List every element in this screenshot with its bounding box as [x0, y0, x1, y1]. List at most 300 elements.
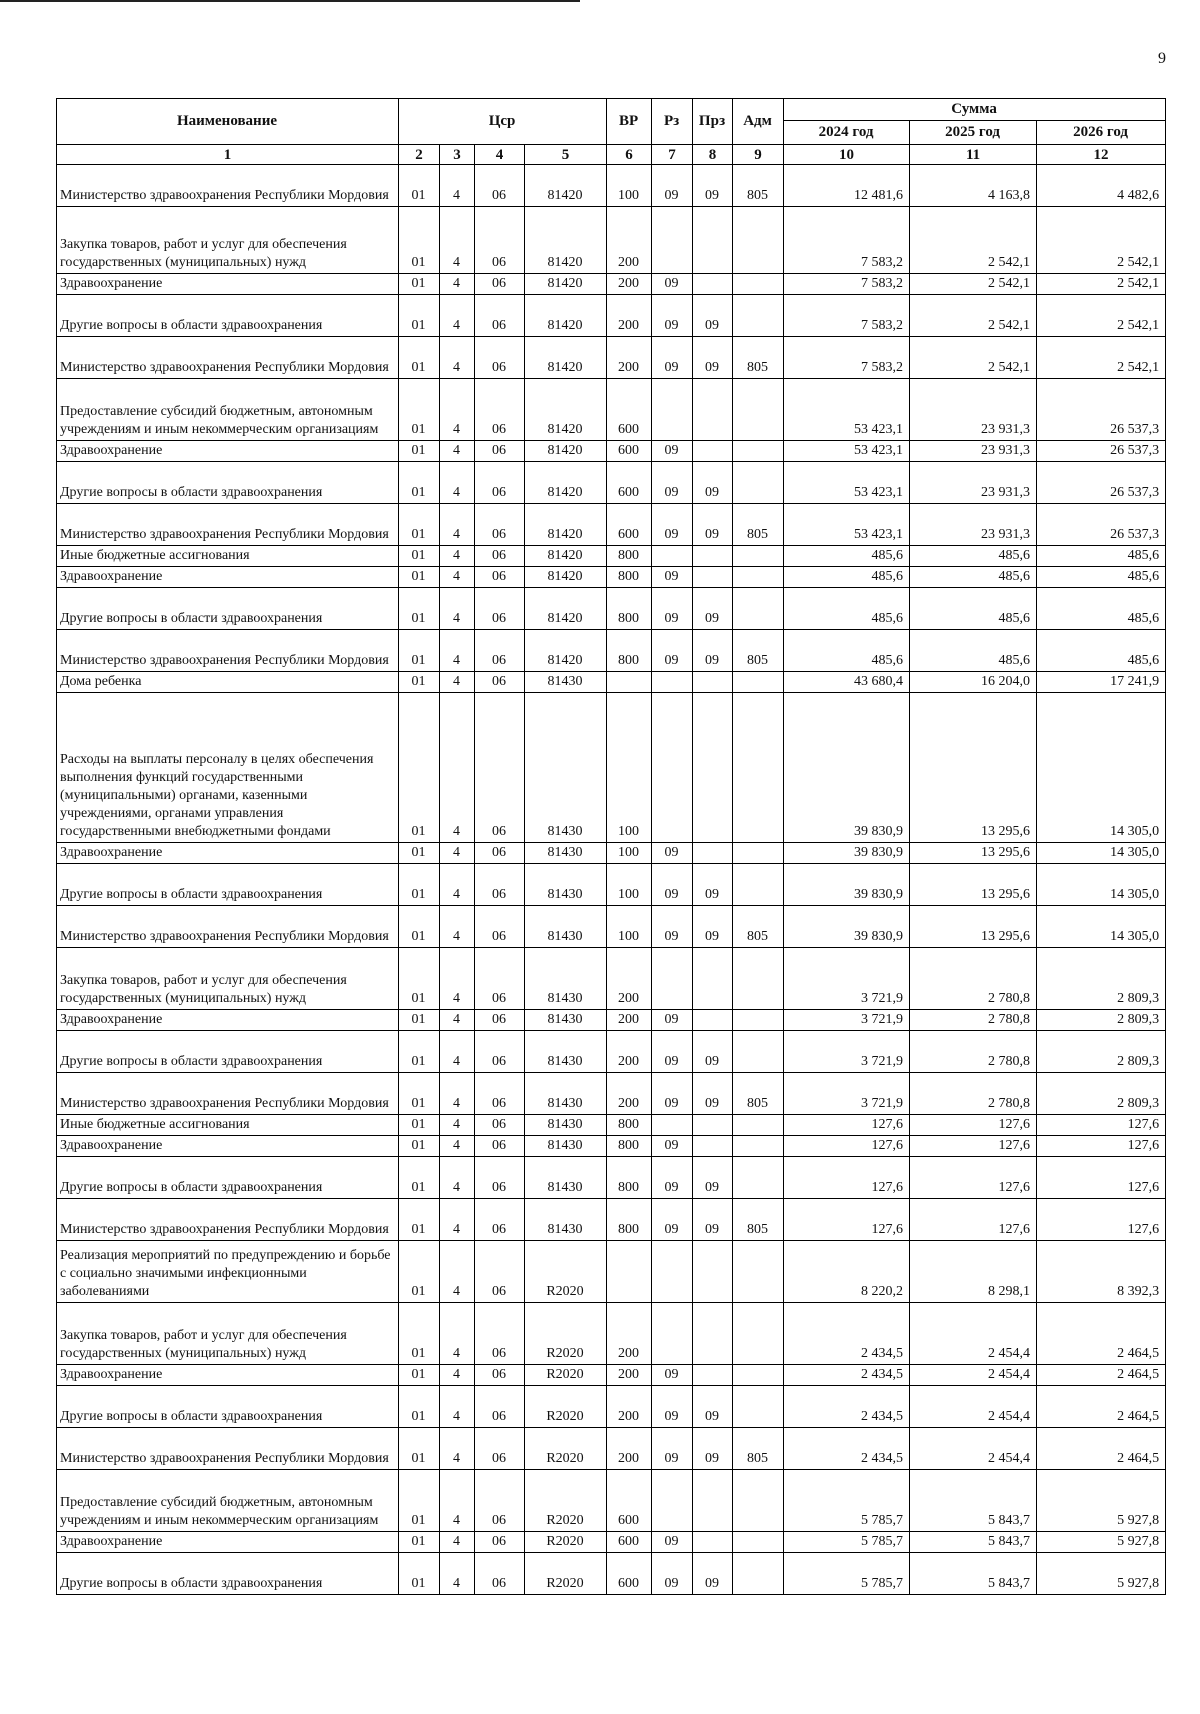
row-amount-2025: 5 843,7	[910, 1532, 1037, 1553]
row-csr-subprogram: 06	[475, 379, 525, 441]
row-adm	[733, 1115, 784, 1136]
row-rz	[652, 1241, 693, 1303]
row-csr-program: 01	[399, 1365, 440, 1386]
row-name: Другие вопросы в области здравоохранения	[57, 1553, 399, 1595]
table-row	[57, 1470, 1166, 1532]
header-year-2024: 2024 год	[784, 121, 910, 145]
row-adm: 805	[733, 504, 784, 546]
row-csr-direction: 81420	[525, 165, 607, 207]
row-name: Закупка товаров, работ и услуг для обеспечения государственных (муниципальных) нужд	[57, 207, 399, 274]
row-amount-2026: 14 305,0	[1037, 864, 1166, 906]
row-csr-direction: 81420	[525, 588, 607, 630]
row-csr-subprogram: 06	[475, 1199, 525, 1241]
row-name: Здравоохранение	[57, 843, 399, 864]
row-vr: 600	[607, 462, 652, 504]
row-vr: 100	[607, 843, 652, 864]
row-csr-program: 01	[399, 1470, 440, 1532]
table-row	[57, 546, 1166, 567]
row-name: Здравоохранение	[57, 274, 399, 295]
row-csr-subprogram: 06	[475, 693, 525, 843]
table-row	[57, 1553, 1166, 1595]
row-csr-program: 01	[399, 379, 440, 441]
table-row	[57, 1010, 1166, 1031]
row-amount-2025: 2 780,8	[910, 1073, 1037, 1115]
row-amount-2026: 14 305,0	[1037, 906, 1166, 948]
row-rz: 09	[652, 1365, 693, 1386]
row-amount-2024: 53 423,1	[784, 441, 910, 462]
row-csr-direction: R2020	[525, 1386, 607, 1428]
row-csr-type: 4	[440, 504, 475, 546]
row-amount-2024: 485,6	[784, 546, 910, 567]
row-amount-2024: 2 434,5	[784, 1365, 910, 1386]
row-amount-2026: 2 542,1	[1037, 274, 1166, 295]
row-adm: 805	[733, 1073, 784, 1115]
row-rz: 09	[652, 1073, 693, 1115]
row-vr: 200	[607, 274, 652, 295]
row-vr: 100	[607, 693, 652, 843]
row-adm	[733, 546, 784, 567]
row-csr-program: 01	[399, 165, 440, 207]
row-rz: 09	[652, 567, 693, 588]
row-amount-2024: 7 583,2	[784, 207, 910, 274]
row-vr	[607, 1241, 652, 1303]
row-adm	[733, 295, 784, 337]
row-csr-subprogram: 06	[475, 588, 525, 630]
row-name: Здравоохранение	[57, 441, 399, 462]
row-csr-direction: 81430	[525, 1115, 607, 1136]
table-row	[57, 1157, 1166, 1199]
row-csr-subprogram: 06	[475, 1241, 525, 1303]
row-amount-2026: 26 537,3	[1037, 441, 1166, 462]
row-prz: 09	[693, 588, 733, 630]
row-amount-2025: 2 542,1	[910, 337, 1037, 379]
row-rz: 09	[652, 864, 693, 906]
row-amount-2025: 2 780,8	[910, 1031, 1037, 1073]
row-csr-type: 4	[440, 1031, 475, 1073]
row-amount-2026: 2 809,3	[1037, 948, 1166, 1010]
row-vr: 200	[607, 295, 652, 337]
column-numbers-row	[57, 145, 1166, 165]
row-amount-2024: 5 785,7	[784, 1532, 910, 1553]
row-csr-direction: 81430	[525, 1157, 607, 1199]
table-row	[57, 1241, 1166, 1303]
row-amount-2026: 485,6	[1037, 546, 1166, 567]
row-csr-program: 01	[399, 295, 440, 337]
row-csr-subprogram: 06	[475, 948, 525, 1010]
row-csr-program: 01	[399, 1303, 440, 1365]
row-rz: 09	[652, 337, 693, 379]
row-amount-2025: 2 780,8	[910, 1010, 1037, 1031]
row-adm	[733, 1031, 784, 1073]
row-csr-direction: 81430	[525, 843, 607, 864]
row-prz	[693, 1241, 733, 1303]
row-csr-direction: 81430	[525, 1031, 607, 1073]
row-amount-2026: 2 464,5	[1037, 1303, 1166, 1365]
row-csr-direction: R2020	[525, 1532, 607, 1553]
row-vr: 800	[607, 588, 652, 630]
row-amount-2026: 4 482,6	[1037, 165, 1166, 207]
row-csr-type: 4	[440, 1199, 475, 1241]
row-csr-type: 4	[440, 1010, 475, 1031]
column-number: 11	[910, 145, 1037, 165]
row-prz	[693, 1470, 733, 1532]
row-adm	[733, 567, 784, 588]
row-amount-2026: 127,6	[1037, 1199, 1166, 1241]
column-number: 1	[57, 145, 399, 165]
row-amount-2025: 23 931,3	[910, 462, 1037, 504]
row-vr: 800	[607, 1115, 652, 1136]
row-csr-type: 4	[440, 1157, 475, 1199]
table-row	[57, 441, 1166, 462]
row-amount-2024: 7 583,2	[784, 274, 910, 295]
row-csr-type: 4	[440, 843, 475, 864]
row-amount-2026: 5 927,8	[1037, 1532, 1166, 1553]
row-prz: 09	[693, 1553, 733, 1595]
row-adm	[733, 864, 784, 906]
row-amount-2024: 8 220,2	[784, 1241, 910, 1303]
row-amount-2025: 127,6	[910, 1136, 1037, 1157]
row-amount-2026: 26 537,3	[1037, 504, 1166, 546]
row-vr: 100	[607, 864, 652, 906]
row-csr-direction: 81420	[525, 504, 607, 546]
table-row	[57, 906, 1166, 948]
row-amount-2024: 43 680,4	[784, 672, 910, 693]
row-rz	[652, 672, 693, 693]
row-name: Министерство здравоохранения Республики Мордовия	[57, 906, 399, 948]
row-name: Министерство здравоохранения Республики Мордовия	[57, 165, 399, 207]
row-prz: 09	[693, 337, 733, 379]
row-amount-2025: 4 163,8	[910, 165, 1037, 207]
row-csr-type: 4	[440, 1241, 475, 1303]
row-vr: 200	[607, 1073, 652, 1115]
row-amount-2026: 26 537,3	[1037, 379, 1166, 441]
row-csr-direction: 81430	[525, 864, 607, 906]
row-amount-2025: 16 204,0	[910, 672, 1037, 693]
row-vr: 200	[607, 207, 652, 274]
row-rz: 09	[652, 1428, 693, 1470]
row-rz: 09	[652, 1532, 693, 1553]
row-csr-type: 4	[440, 379, 475, 441]
row-adm: 805	[733, 630, 784, 672]
row-csr-program: 01	[399, 843, 440, 864]
row-csr-program: 01	[399, 1199, 440, 1241]
row-name: Здравоохранение	[57, 567, 399, 588]
table-row	[57, 1532, 1166, 1553]
row-prz: 09	[693, 1073, 733, 1115]
row-amount-2025: 23 931,3	[910, 441, 1037, 462]
row-name: Другие вопросы в области здравоохранения	[57, 588, 399, 630]
row-csr-program: 01	[399, 1386, 440, 1428]
budget-table	[56, 98, 1166, 1595]
row-name: Иные бюджетные ассигнования	[57, 546, 399, 567]
table-row	[57, 588, 1166, 630]
header-year-2026: 2026 год	[1037, 121, 1166, 145]
row-amount-2026: 127,6	[1037, 1136, 1166, 1157]
row-name: Расходы на выплаты персоналу в целях обеспечения выполнения функций государственными (муниципальными) органами, казенными учреждениями, органами управления государственными внебюджетными фондами	[57, 693, 399, 843]
row-amount-2026: 2 542,1	[1037, 295, 1166, 337]
row-adm	[733, 462, 784, 504]
row-csr-program: 01	[399, 1031, 440, 1073]
row-csr-type: 4	[440, 948, 475, 1010]
row-vr: 200	[607, 1031, 652, 1073]
row-prz: 09	[693, 165, 733, 207]
row-csr-direction: 81430	[525, 672, 607, 693]
row-prz	[693, 546, 733, 567]
row-amount-2024: 7 583,2	[784, 295, 910, 337]
row-amount-2024: 127,6	[784, 1136, 910, 1157]
row-csr-direction: 81420	[525, 207, 607, 274]
row-vr: 600	[607, 1470, 652, 1532]
table-row	[57, 1115, 1166, 1136]
row-csr-program: 01	[399, 504, 440, 546]
row-rz	[652, 1303, 693, 1365]
table-row	[57, 1365, 1166, 1386]
row-csr-program: 01	[399, 337, 440, 379]
row-vr: 200	[607, 1010, 652, 1031]
row-rz: 09	[652, 588, 693, 630]
row-name: Дома ребенка	[57, 672, 399, 693]
row-csr-direction: R2020	[525, 1303, 607, 1365]
header-adm: Адм	[733, 99, 784, 145]
row-csr-type: 4	[440, 546, 475, 567]
row-adm	[733, 1010, 784, 1031]
row-csr-subprogram: 06	[475, 843, 525, 864]
row-adm: 805	[733, 906, 784, 948]
row-csr-type: 4	[440, 295, 475, 337]
row-vr: 800	[607, 1199, 652, 1241]
table-row	[57, 274, 1166, 295]
row-amount-2025: 5 843,7	[910, 1470, 1037, 1532]
row-csr-type: 4	[440, 337, 475, 379]
row-csr-direction: 81430	[525, 693, 607, 843]
row-csr-subprogram: 06	[475, 864, 525, 906]
row-csr-program: 01	[399, 441, 440, 462]
budget-table-container	[56, 98, 1165, 1595]
header-csr: Цср	[399, 99, 607, 145]
row-csr-subprogram: 06	[475, 337, 525, 379]
row-amount-2026: 17 241,9	[1037, 672, 1166, 693]
row-prz	[693, 207, 733, 274]
row-amount-2025: 13 295,6	[910, 906, 1037, 948]
row-csr-program: 01	[399, 546, 440, 567]
row-csr-program: 01	[399, 672, 440, 693]
row-amount-2024: 3 721,9	[784, 1031, 910, 1073]
row-amount-2024: 485,6	[784, 588, 910, 630]
column-number: 2	[399, 145, 440, 165]
row-rz: 09	[652, 1199, 693, 1241]
row-amount-2024: 39 830,9	[784, 864, 910, 906]
row-amount-2024: 5 785,7	[784, 1470, 910, 1532]
row-amount-2024: 53 423,1	[784, 462, 910, 504]
row-rz: 09	[652, 462, 693, 504]
row-vr: 200	[607, 1365, 652, 1386]
row-amount-2026: 485,6	[1037, 588, 1166, 630]
row-name: Министерство здравоохранения Республики Мордовия	[57, 1073, 399, 1115]
row-adm	[733, 672, 784, 693]
row-amount-2025: 127,6	[910, 1115, 1037, 1136]
row-amount-2026: 14 305,0	[1037, 843, 1166, 864]
row-amount-2025: 2 542,1	[910, 207, 1037, 274]
row-amount-2026: 485,6	[1037, 567, 1166, 588]
row-name: Другие вопросы в области здравоохранения	[57, 864, 399, 906]
row-csr-program: 01	[399, 1553, 440, 1595]
row-csr-subprogram: 06	[475, 1386, 525, 1428]
row-csr-type: 4	[440, 630, 475, 672]
row-adm	[733, 1365, 784, 1386]
row-name: Министерство здравоохранения Республики Мордовия	[57, 504, 399, 546]
row-csr-type: 4	[440, 1136, 475, 1157]
row-csr-program: 01	[399, 1428, 440, 1470]
row-vr: 200	[607, 1386, 652, 1428]
row-amount-2025: 485,6	[910, 546, 1037, 567]
row-amount-2024: 127,6	[784, 1115, 910, 1136]
row-rz: 09	[652, 295, 693, 337]
page-number: 9	[1158, 50, 1166, 67]
row-amount-2026: 2 809,3	[1037, 1073, 1166, 1115]
row-csr-type: 4	[440, 1303, 475, 1365]
row-rz: 09	[652, 1386, 693, 1428]
row-amount-2026: 127,6	[1037, 1157, 1166, 1199]
row-rz: 09	[652, 1553, 693, 1595]
row-adm	[733, 207, 784, 274]
row-csr-type: 4	[440, 1073, 475, 1115]
row-amount-2025: 23 931,3	[910, 379, 1037, 441]
row-adm	[733, 274, 784, 295]
row-csr-subprogram: 06	[475, 462, 525, 504]
row-rz	[652, 546, 693, 567]
row-amount-2026: 485,6	[1037, 630, 1166, 672]
row-vr: 600	[607, 441, 652, 462]
row-csr-direction: 81420	[525, 567, 607, 588]
row-csr-direction: R2020	[525, 1428, 607, 1470]
row-adm	[733, 1157, 784, 1199]
row-csr-program: 01	[399, 948, 440, 1010]
row-adm	[733, 379, 784, 441]
row-csr-program: 01	[399, 1073, 440, 1115]
row-rz: 09	[652, 504, 693, 546]
row-amount-2026: 5 927,8	[1037, 1553, 1166, 1595]
row-amount-2026: 26 537,3	[1037, 462, 1166, 504]
row-csr-direction: 81420	[525, 630, 607, 672]
column-number: 4	[475, 145, 525, 165]
row-adm	[733, 1553, 784, 1595]
row-adm	[733, 1386, 784, 1428]
row-csr-subprogram: 06	[475, 1365, 525, 1386]
row-csr-subprogram: 06	[475, 1303, 525, 1365]
row-vr: 800	[607, 567, 652, 588]
row-csr-direction: 81420	[525, 441, 607, 462]
row-rz	[652, 207, 693, 274]
row-adm	[733, 1136, 784, 1157]
row-vr: 600	[607, 1532, 652, 1553]
row-rz	[652, 693, 693, 843]
row-amount-2026: 2 809,3	[1037, 1031, 1166, 1073]
row-amount-2025: 5 843,7	[910, 1553, 1037, 1595]
row-prz: 09	[693, 295, 733, 337]
row-csr-program: 01	[399, 274, 440, 295]
header-year-2025: 2025 год	[910, 121, 1037, 145]
table-row	[57, 1303, 1166, 1365]
row-prz	[693, 567, 733, 588]
row-rz	[652, 1470, 693, 1532]
row-name: Здравоохранение	[57, 1136, 399, 1157]
row-csr-direction: 81420	[525, 462, 607, 504]
row-prz	[693, 843, 733, 864]
row-adm	[733, 1532, 784, 1553]
row-amount-2025: 127,6	[910, 1157, 1037, 1199]
row-prz	[693, 274, 733, 295]
row-csr-direction: 81430	[525, 906, 607, 948]
row-csr-program: 01	[399, 462, 440, 504]
row-csr-type: 4	[440, 1470, 475, 1532]
table-row	[57, 1199, 1166, 1241]
row-csr-type: 4	[440, 906, 475, 948]
table-row	[57, 1031, 1166, 1073]
row-csr-subprogram: 06	[475, 295, 525, 337]
row-amount-2025: 2 780,8	[910, 948, 1037, 1010]
row-csr-type: 4	[440, 274, 475, 295]
table-row	[57, 379, 1166, 441]
row-prz	[693, 1532, 733, 1553]
row-csr-subprogram: 06	[475, 274, 525, 295]
row-name: Другие вопросы в области здравоохранения	[57, 1031, 399, 1073]
row-name: Закупка товаров, работ и услуг для обеспечения государственных (муниципальных) нужд	[57, 1303, 399, 1365]
row-csr-type: 4	[440, 1365, 475, 1386]
table-row	[57, 948, 1166, 1010]
row-vr: 200	[607, 1303, 652, 1365]
row-amount-2024: 12 481,6	[784, 165, 910, 207]
row-amount-2026: 2 542,1	[1037, 207, 1166, 274]
column-number: 7	[652, 145, 693, 165]
row-rz: 09	[652, 843, 693, 864]
row-prz: 09	[693, 906, 733, 948]
row-amount-2025: 127,6	[910, 1199, 1037, 1241]
table-row	[57, 864, 1166, 906]
row-vr: 600	[607, 504, 652, 546]
row-amount-2025: 485,6	[910, 630, 1037, 672]
row-amount-2024: 53 423,1	[784, 379, 910, 441]
row-prz	[693, 1136, 733, 1157]
row-rz	[652, 1115, 693, 1136]
row-csr-direction: 81420	[525, 546, 607, 567]
row-csr-subprogram: 06	[475, 441, 525, 462]
header-name: Наименование	[57, 99, 399, 145]
row-prz	[693, 379, 733, 441]
row-prz: 09	[693, 1031, 733, 1073]
row-name: Другие вопросы в области здравоохранения	[57, 1386, 399, 1428]
row-vr: 100	[607, 165, 652, 207]
table-row	[57, 567, 1166, 588]
row-csr-direction: 81420	[525, 337, 607, 379]
row-rz: 09	[652, 1136, 693, 1157]
row-amount-2024: 127,6	[784, 1157, 910, 1199]
row-amount-2026: 2 464,5	[1037, 1365, 1166, 1386]
row-prz	[693, 1303, 733, 1365]
row-csr-program: 01	[399, 1136, 440, 1157]
table-row	[57, 843, 1166, 864]
row-vr: 200	[607, 948, 652, 1010]
row-csr-program: 01	[399, 1241, 440, 1303]
row-prz	[693, 441, 733, 462]
row-csr-direction: 81420	[525, 295, 607, 337]
row-amount-2026: 2 464,5	[1037, 1386, 1166, 1428]
row-amount-2024: 7 583,2	[784, 337, 910, 379]
row-csr-direction: 81430	[525, 948, 607, 1010]
row-amount-2025: 485,6	[910, 588, 1037, 630]
row-amount-2025: 2 542,1	[910, 295, 1037, 337]
row-csr-program: 01	[399, 207, 440, 274]
row-vr: 600	[607, 1553, 652, 1595]
